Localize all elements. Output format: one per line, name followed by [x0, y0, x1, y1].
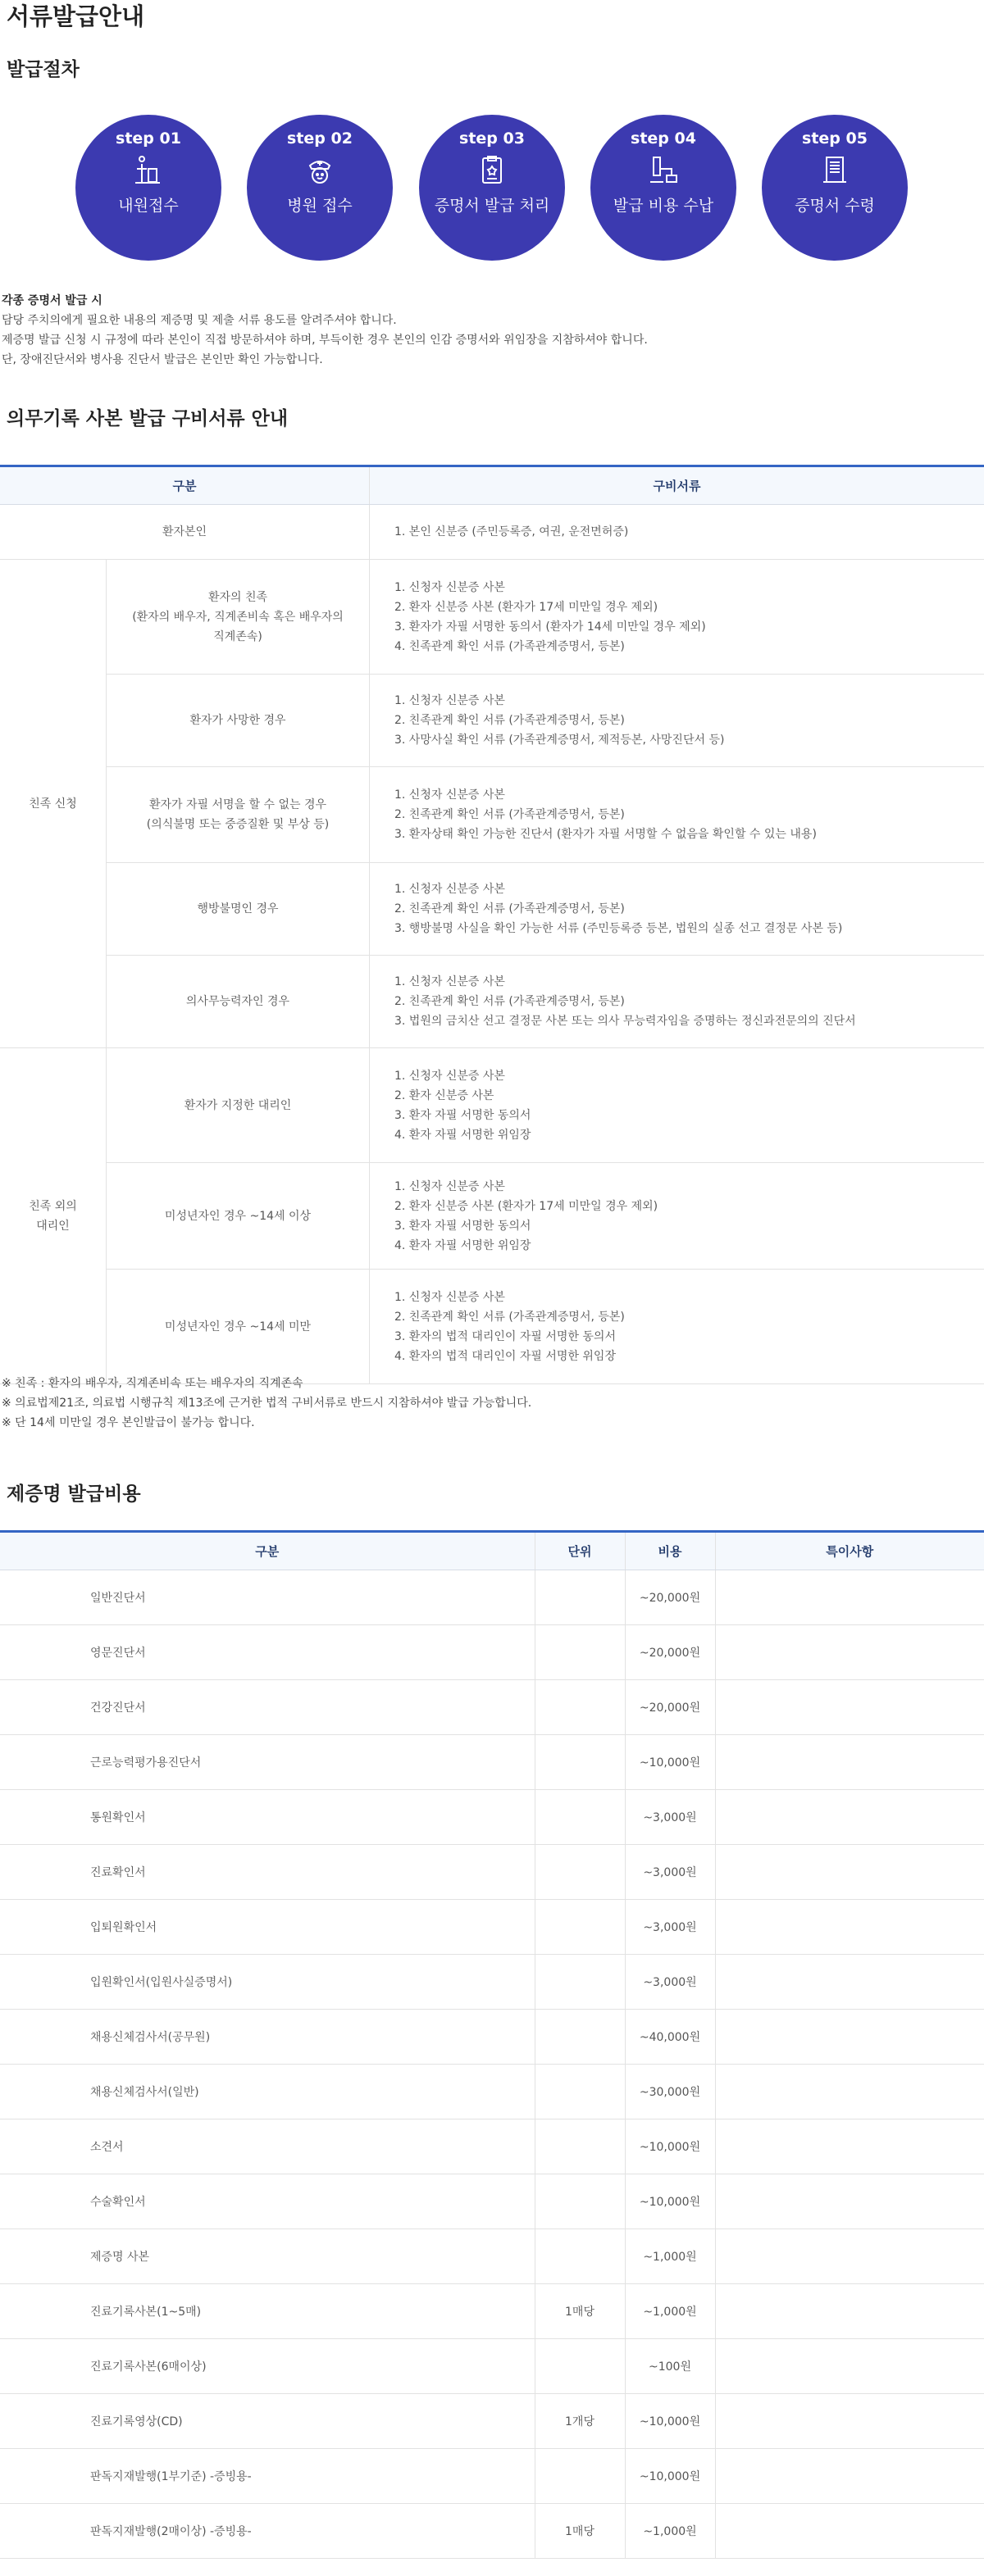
nurse-icon [303, 154, 336, 187]
table-row [0, 2119, 984, 2174]
unit-cell [535, 2174, 625, 2229]
header-remarks: 특이사항 [715, 1532, 984, 1570]
table-row [0, 1900, 984, 1955]
doc-name-cell: 영문진단서 [0, 1625, 535, 1680]
remarks-cell [715, 1900, 984, 1955]
table-row [0, 2449, 984, 2504]
unit-cell [535, 1570, 625, 1625]
doc-name-cell: 진료기록영상(CD) [0, 2394, 535, 2449]
doc-item: 1. 신청자 신분증 사본 [394, 788, 505, 802]
table-row [0, 2284, 984, 2339]
doc-item: 2. 환자 신분증 사본 (환자가 17세 미만일 경우 제외) [394, 1199, 658, 1213]
unit-cell [535, 2339, 625, 2394]
header-required-docs: 구비서류 [370, 466, 984, 505]
doc-item: 3. 환자가 자필 서명한 동의서 (환자가 14세 미만일 경우 제외) [394, 620, 706, 634]
table-row [0, 1680, 984, 1735]
table-row [0, 2229, 984, 2284]
doc-item: 3. 행방불명 사실을 확인 가능한 서류 (주민등록증 등본, 법원의 실종 선고 결정문 사본 등) [394, 922, 843, 935]
table-row [0, 1845, 984, 1900]
footnote: ※ 의료법제21조, 의료법 시행규칙 제13조에 근거한 법적 구비서류로 반드시 지참하셔야 발급 가능합니다. [2, 1397, 532, 1410]
remarks-cell [715, 2174, 984, 2229]
remarks-cell [715, 1625, 984, 1680]
doc-item: 2. 친족관계 확인 서류 (가족관계증명서, 등본) [394, 714, 625, 727]
notice-title: 각종 증명서 발급 시 [2, 294, 102, 307]
doc-list [394, 522, 983, 542]
doc-list [394, 1288, 983, 1366]
remarks-cell [715, 1735, 984, 1790]
header-category: 구분 [0, 466, 370, 505]
unit-cell: 1매당 [535, 2284, 625, 2339]
fee-cell: ~20,000원 [625, 1625, 715, 1680]
docs-cell [370, 1048, 984, 1163]
docs-cell [370, 560, 984, 675]
doc-item: 1. 신청자 신분증 사본 [394, 1069, 505, 1083]
fee-cell: ~10,000원 [625, 2394, 715, 2449]
unit-cell [535, 2065, 625, 2119]
subcategory-cell: 환자가 사망한 경우 [107, 675, 370, 767]
unit-cell [535, 2010, 625, 2065]
fee-cell: ~1,000원 [625, 2284, 715, 2339]
footnotes [2, 1374, 531, 1433]
subcategory-cell: 의사무능력자인 경우 [107, 956, 370, 1048]
doc-name-cell: 진료기록사본(6매이상) [0, 2339, 535, 2394]
notice-line: 제증명 발급 신청 시 규정에 따라 본인이 직접 방문하셔야 하며, 부득이한 경우 본인의 인감 증명서와 위임장을 지참하셔야 합니다. [2, 334, 648, 347]
fee-table [0, 1530, 984, 2559]
issuance-notice [2, 291, 648, 370]
step-4 [590, 115, 736, 261]
doc-name-cell: 건강진단서 [0, 1680, 535, 1735]
table-row [0, 1790, 984, 1845]
doc-item: 1. 신청자 신분증 사본 [394, 883, 505, 896]
remarks-cell [715, 2449, 984, 2504]
table-row [0, 2010, 984, 2065]
doc-item: 1. 신청자 신분증 사본 [394, 1179, 505, 1193]
doc-list [394, 879, 983, 938]
fee-cell: ~20,000원 [625, 1680, 715, 1735]
remarks-cell [715, 2065, 984, 2119]
unit-cell [535, 2449, 625, 2504]
remarks-cell [715, 1680, 984, 1735]
doc-list [394, 578, 983, 656]
notice-line: 담당 주치의에게 필요한 내용의 제증명 및 제출 서류 용도를 알려주셔야 합니다. [2, 314, 397, 327]
fee-cell: ~10,000원 [625, 1735, 715, 1790]
doc-item: 4. 환자 자필 서명한 위임장 [394, 1238, 531, 1252]
doc-name-cell: 채용신체검사서(공무원) [0, 2010, 535, 2065]
doc-name-cell: 일반진단서 [0, 1570, 535, 1625]
doc-item: 2. 친족관계 확인 서류 (가족관계증명서, 등본) [394, 808, 625, 821]
doc-name-cell: 통원확인서 [0, 1790, 535, 1845]
docs-cell [370, 956, 984, 1048]
doc-item: 2. 친족관계 확인 서류 (가족관계증명서, 등본) [394, 1310, 625, 1324]
step-label: 내원접수 [118, 197, 179, 215]
remarks-cell [715, 2339, 984, 2394]
fee-cell: ~3,000원 [625, 1845, 715, 1900]
doc-item: 3. 사망사실 확인 서류 (가족관계증명서, 제적등본, 사망진단서 등) [394, 734, 725, 747]
remarks-cell [715, 1845, 984, 1900]
remarks-cell [715, 2504, 984, 2559]
remarks-cell [715, 1570, 984, 1625]
fee-cell: ~1,000원 [625, 2229, 715, 2284]
section-title-fees: 제증명 발급비용 [7, 1483, 141, 1505]
table-row [0, 2394, 984, 2449]
table-row [0, 1270, 984, 1384]
table-row [0, 1163, 984, 1270]
step-label: 증명서 발급 처리 [434, 197, 550, 215]
required-docs-table [0, 465, 984, 1384]
remarks-cell [715, 2010, 984, 2065]
doc-item: 1. 본인 신분증 (주민등록증, 여권, 운전면허증) [394, 525, 629, 538]
unit-cell [535, 1845, 625, 1900]
remarks-cell [715, 1790, 984, 1845]
step-number: step 05 [802, 129, 868, 148]
table-row [0, 2174, 984, 2229]
fee-cell: ~20,000원 [625, 1570, 715, 1625]
docs-cell [370, 1163, 984, 1270]
remarks-cell [715, 1955, 984, 2010]
header-fee: 비용 [625, 1532, 715, 1570]
step-number: step 03 [459, 129, 525, 148]
doc-name-cell: 진료확인서 [0, 1845, 535, 1900]
docs-cell [370, 1270, 984, 1384]
docs-cell [370, 505, 984, 560]
doc-item: 4. 환자의 법적 대리인이 자필 서명한 위임장 [394, 1349, 616, 1363]
remarks-cell [715, 2284, 984, 2339]
notice-line: 단, 장애진단서와 병사용 진단서 발급은 본인만 확인 가능합니다. [2, 353, 323, 366]
doc-item: 1. 신청자 신분증 사본 [394, 1290, 505, 1304]
category-cell: 환자본인 [0, 505, 370, 560]
header-category: 구분 [0, 1532, 535, 1570]
header-unit: 단위 [535, 1532, 625, 1570]
payment-icon [647, 154, 680, 187]
table-row [0, 1735, 984, 1790]
doc-list [394, 1066, 983, 1145]
fee-cell: ~3,000원 [625, 1790, 715, 1845]
doc-item: 2. 환자 신분증 사본 [394, 1088, 494, 1102]
table-row [0, 956, 984, 1048]
step-number: step 02 [287, 129, 353, 148]
group-cell: 친족 외의 대리인 [0, 1048, 107, 1384]
doc-item: 1. 신청자 신분증 사본 [394, 975, 505, 988]
unit-cell [535, 1625, 625, 1680]
fee-cell: ~10,000원 [625, 2174, 715, 2229]
table-row [0, 1048, 984, 1163]
doc-item: 2. 환자 신분증 사본 (환자가 17세 미만일 경우 제외) [394, 600, 658, 614]
remarks-cell [715, 2119, 984, 2174]
table-row [0, 675, 984, 767]
footnote: ※ 친족 : 환자의 배우자, 직계존비속 또는 배우자의 직계존속 [2, 1377, 303, 1390]
table-row [0, 1625, 984, 1680]
doc-item: 3. 환자 자필 서명한 동의서 [394, 1108, 531, 1122]
step-number: step 04 [631, 129, 696, 148]
doc-item: 3. 환자의 법적 대리인이 자필 서명한 동의서 [394, 1329, 616, 1343]
unit-cell [535, 1955, 625, 2010]
step-label: 발급 비용 수납 [613, 197, 714, 215]
unit-cell: 1매당 [535, 2504, 625, 2559]
table-row [0, 2504, 984, 2559]
doc-name-cell: 제증명 사본 [0, 2229, 535, 2284]
subcategory-cell: 환자가 자필 서명을 할 수 없는 경우 (의식불명 또는 중증질환 및 부상 등) [107, 767, 370, 863]
certificate-icon [476, 154, 508, 187]
doc-item: 2. 친족관계 확인 서류 (가족관계증명서, 등본) [394, 995, 625, 1008]
doc-name-cell: 입원확인서(입원사실증명서) [0, 1955, 535, 2010]
subcategory-cell: 환자가 지정한 대리인 [107, 1048, 370, 1163]
table-row [0, 767, 984, 863]
unit-cell [535, 1680, 625, 1735]
table-row [0, 2065, 984, 2119]
table-row [0, 2339, 984, 2394]
unit-cell [535, 1790, 625, 1845]
doc-name-cell: 소견서 [0, 2119, 535, 2174]
unit-cell [535, 2119, 625, 2174]
step-5 [762, 115, 908, 261]
document-icon [818, 154, 851, 187]
group-cell: 친족 신청 [0, 560, 107, 1048]
doc-item: 2. 친족관계 확인 서류 (가족관계증명서, 등본) [394, 902, 625, 915]
doc-list [394, 972, 983, 1031]
fee-cell: ~40,000원 [625, 2010, 715, 2065]
step-label: 증명서 수령 [795, 197, 875, 215]
person-info-icon [132, 154, 165, 187]
doc-item: 3. 환자상태 확인 가능한 진단서 (환자가 자필 서명할 수 없음을 확인할 수 있는 내용) [394, 828, 817, 841]
unit-cell [535, 1735, 625, 1790]
doc-list [394, 785, 983, 844]
unit-cell [535, 2229, 625, 2284]
doc-name-cell: 판독지재발행(2매이상) -증빙용- [0, 2504, 535, 2559]
subcategory-cell: 미성년자인 경우 ~14세 이상 [107, 1163, 370, 1270]
step-3 [419, 115, 565, 261]
step-label: 병원 접수 [287, 197, 353, 215]
subcategory-cell: 환자의 친족 (환자의 배우자, 직계존비속 혹은 배우자의 직계존속) [107, 560, 370, 675]
doc-name-cell: 진료기록사본(1~5매) [0, 2284, 535, 2339]
remarks-cell [715, 2229, 984, 2284]
fee-cell: ~30,000원 [625, 2065, 715, 2119]
subcategory-cell: 미성년자인 경우 ~14세 미만 [107, 1270, 370, 1384]
doc-name-cell: 근로능력평가용진단서 [0, 1735, 535, 1790]
doc-item: 4. 환자 자필 서명한 위임장 [394, 1128, 531, 1142]
fee-cell: ~10,000원 [625, 2449, 715, 2504]
table-row [0, 560, 984, 675]
footnote: ※ 단 14세 미만일 경우 본인발급이 불가능 합니다. [2, 1416, 255, 1429]
docs-cell [370, 767, 984, 863]
step-2 [247, 115, 393, 261]
subcategory-cell: 행방불명인 경우 [107, 863, 370, 956]
table-row [0, 863, 984, 956]
fee-cell: ~3,000원 [625, 1955, 715, 2010]
step-1 [75, 115, 221, 261]
step-number: step 01 [116, 129, 181, 148]
doc-name-cell: 판독지재발행(1부기준) -증빙용- [0, 2449, 535, 2504]
doc-item: 1. 신청자 신분증 사본 [394, 694, 505, 707]
docs-cell [370, 863, 984, 956]
unit-cell [535, 1900, 625, 1955]
table-row [0, 505, 984, 560]
doc-item: 4. 친족관계 확인 서류 (가족관계증명서, 등본) [394, 639, 625, 653]
doc-name-cell: 입퇴원확인서 [0, 1900, 535, 1955]
table-row [0, 1955, 984, 2010]
remarks-cell [715, 2394, 984, 2449]
procedure-steps [0, 115, 984, 262]
fee-cell: ~10,000원 [625, 2119, 715, 2174]
doc-item: 1. 신청자 신분증 사본 [394, 580, 505, 594]
doc-list [394, 691, 983, 750]
section-title-required-docs: 의무기록 사본 발급 구비서류 안내 [7, 408, 289, 429]
doc-item: 3. 환자 자필 서명한 동의서 [394, 1219, 531, 1233]
doc-name-cell: 채용신체검사서(일반) [0, 2065, 535, 2119]
docs-cell [370, 675, 984, 767]
table-row [0, 1570, 984, 1625]
page-title: 서류발급안내 [7, 2, 145, 30]
fee-cell: ~3,000원 [625, 1900, 715, 1955]
section-title-procedure: 발급절차 [7, 59, 80, 80]
doc-item: 3. 법원의 금치산 선고 결정문 사본 또는 의사 무능력자임을 증명하는 정신과전문의의 진단서 [394, 1015, 856, 1028]
fee-cell: ~1,000원 [625, 2504, 715, 2559]
doc-name-cell: 수술확인서 [0, 2174, 535, 2229]
unit-cell: 1개당 [535, 2394, 625, 2449]
doc-list [394, 1177, 983, 1256]
fee-cell: ~100원 [625, 2339, 715, 2394]
